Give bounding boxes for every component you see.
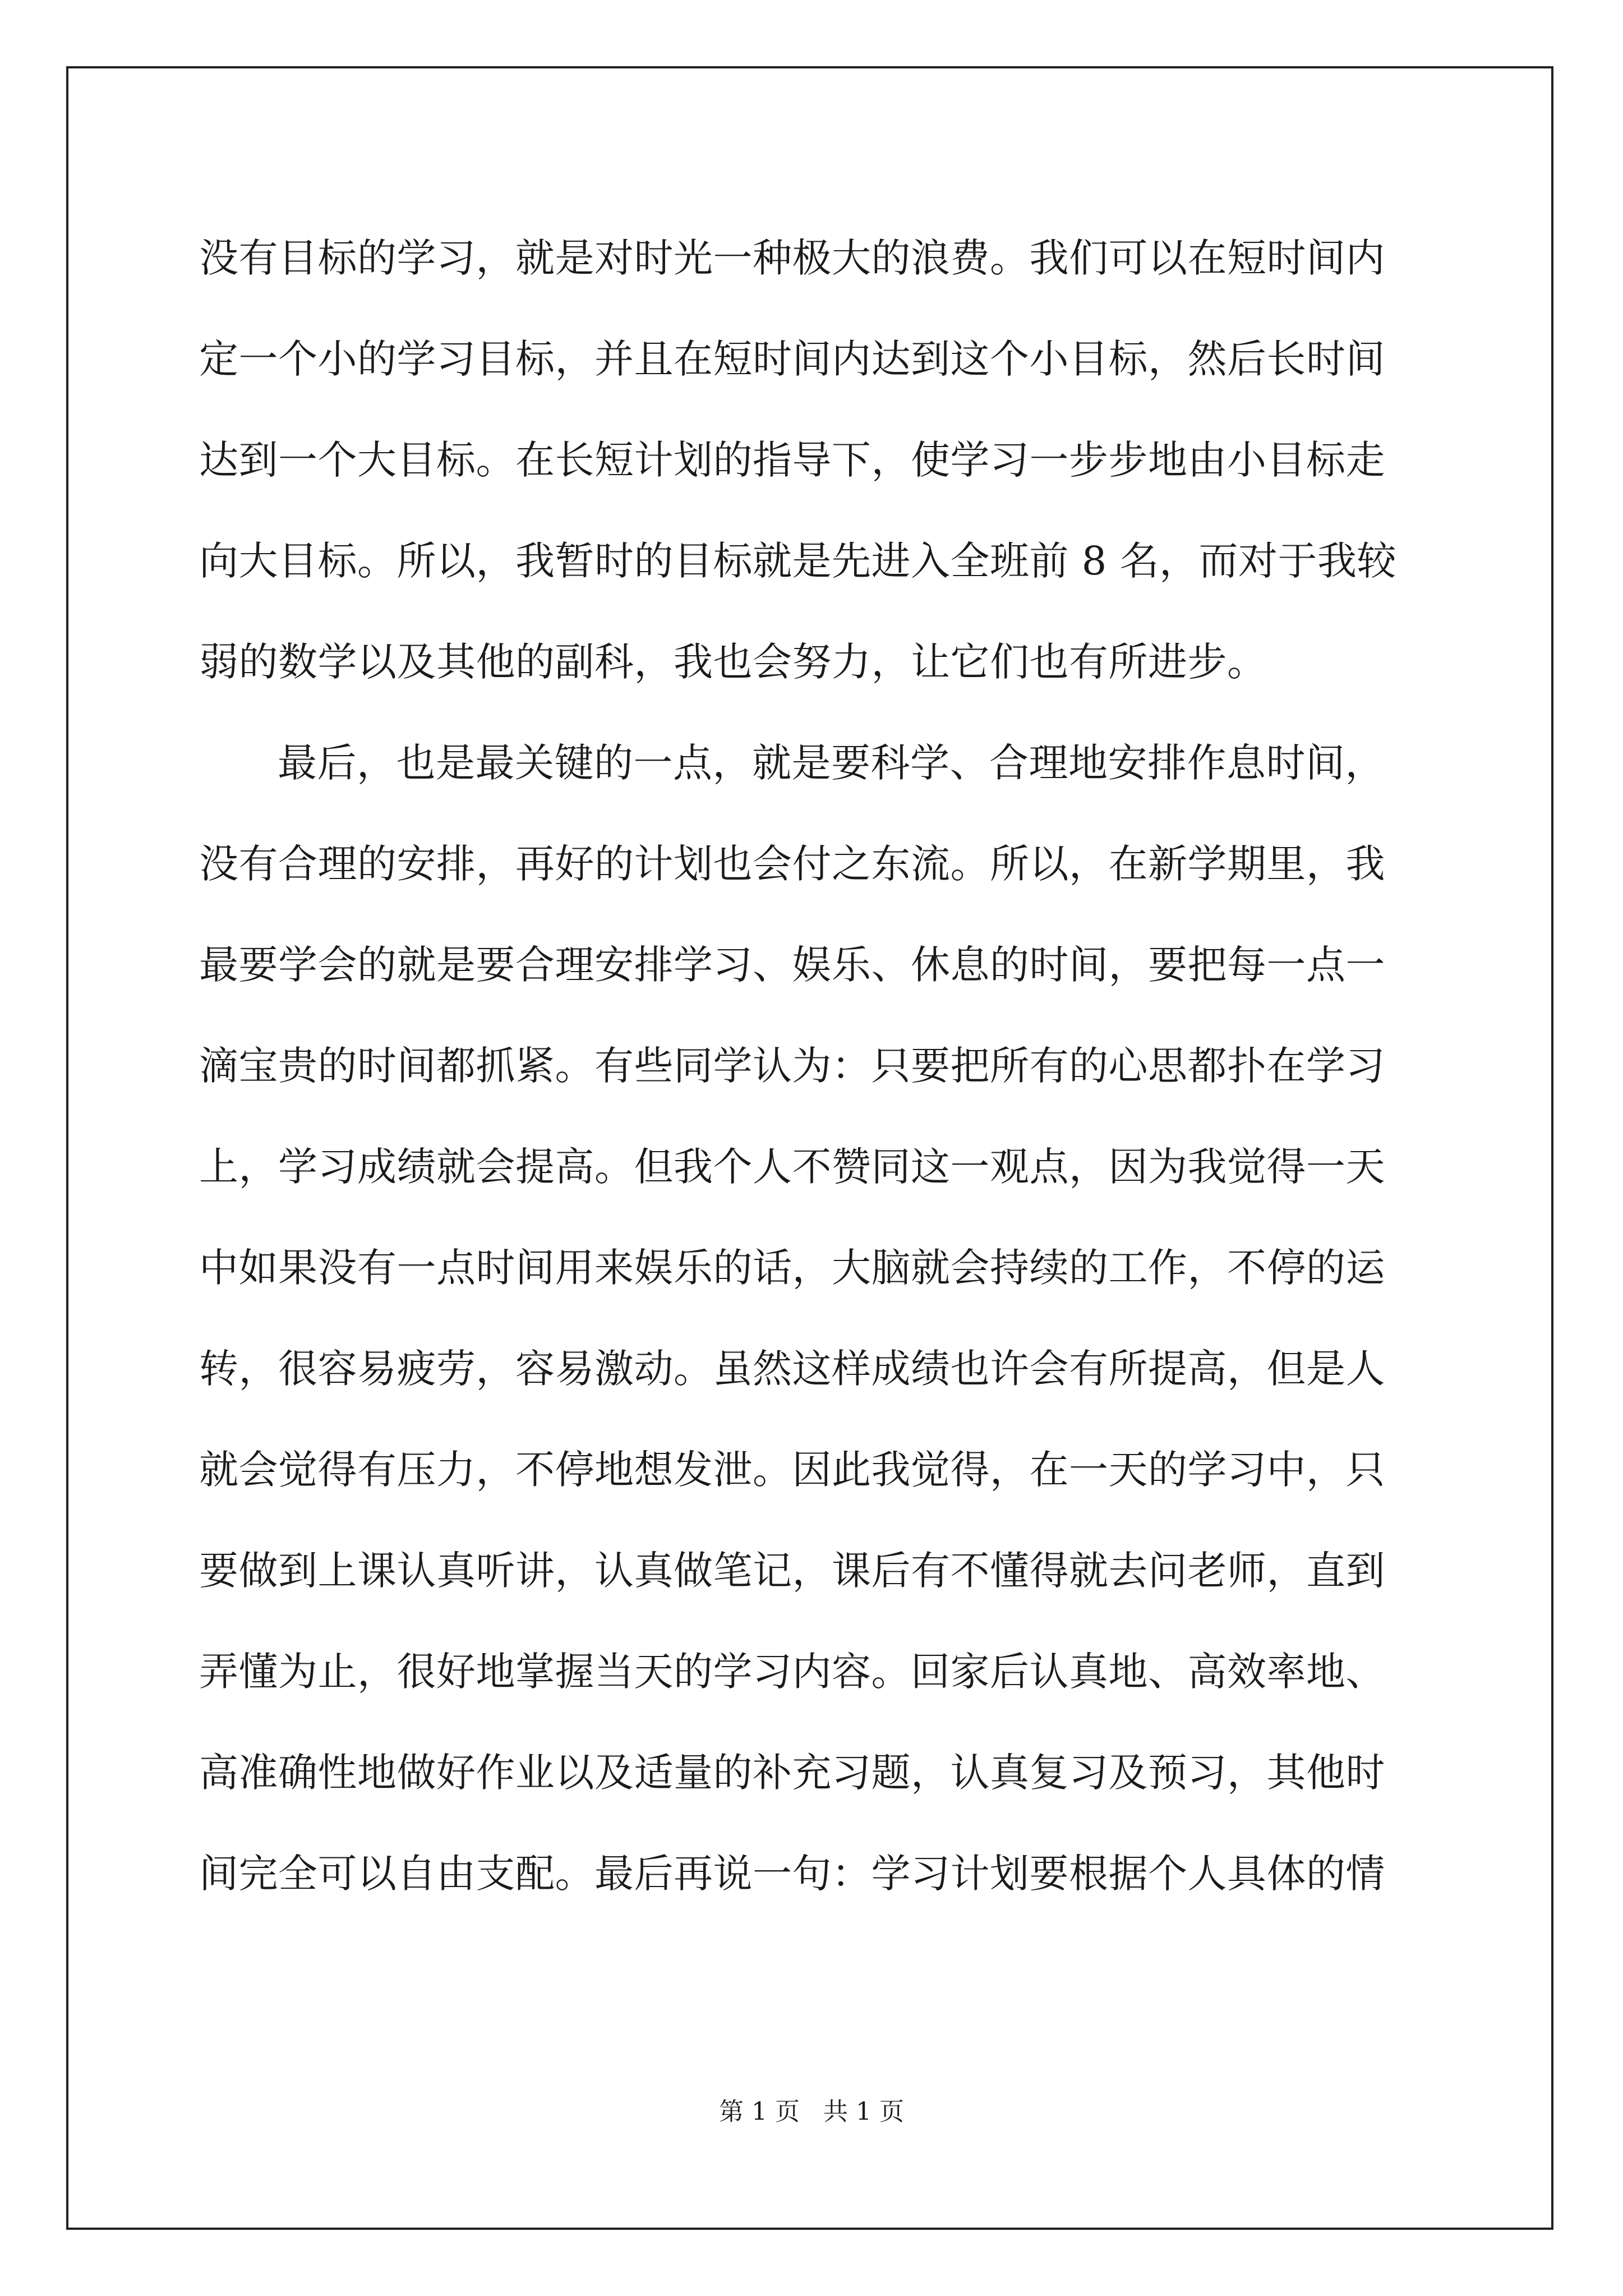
text-line: 达到一个大目标。在长短计划的指导下，使学习一步步地由小目标走 bbox=[199, 437, 1385, 483]
text-line: 高准确性地做好作业以及适量的补充习题，认真复习及预习，其他时 bbox=[199, 1750, 1385, 1796]
text-line: 上，学习成绩就会提高。但我个人不赞同这一观点，因为我觉得一天 bbox=[199, 1144, 1385, 1190]
text-line: 转，很容易疲劳，容易激动。虽然这样成绩也许会有所提高，但是人 bbox=[199, 1346, 1385, 1392]
text-line: 滴宝贵的时间都抓紧。有些同学认为：只要把所有的心思都扑在学习 bbox=[199, 1043, 1385, 1089]
text-line: 最要学会的就是要合理安排学习、娱乐、休息的时间，要把每一点一 bbox=[199, 942, 1385, 988]
text-line: 就会觉得有压力，不停地想发泄。因此我觉得，在一天的学习中，只 bbox=[199, 1447, 1385, 1493]
text-line: 没有目标的学习，就是对时光一种极大的浪费。我们可以在短时间内 bbox=[199, 235, 1385, 281]
text-line: 向大目标。所以，我暂时的目标就是先进入全班前 8 名，而对于我较 bbox=[199, 538, 1397, 584]
text-line: 中如果没有一点时间用来娱乐的话，大脑就会持续的工作，不停的运 bbox=[199, 1245, 1385, 1291]
text-line: 弱的数学以及其他的副科，我也会努力，让它们也有所进步。 bbox=[199, 639, 1267, 685]
document-body bbox=[199, 208, 1427, 1924]
text-line: 定一个小的学习目标，并且在短时间内达到这个小目标，然后长时间 bbox=[199, 336, 1385, 382]
paragraph-start-line: 最后，也是最关键的一点，就是要科学、合理地安排作息时间， bbox=[278, 740, 1385, 786]
page-footer: 第 1 页 共 1 页 bbox=[719, 2097, 904, 2126]
text-line: 间完全可以自由支配。最后再说一句：学习计划要根据个人具体的情 bbox=[199, 1851, 1385, 1897]
text-line: 弄懂为止，很好地掌握当天的学习内容。回家后认真地、高效率地、 bbox=[199, 1649, 1385, 1695]
text-line: 没有合理的安排，再好的计划也会付之东流。所以，在新学期里，我 bbox=[199, 841, 1385, 887]
text-line: 要做到上课认真听讲，认真做笔记，课后有不懂得就去问老师，直到 bbox=[199, 1548, 1385, 1594]
